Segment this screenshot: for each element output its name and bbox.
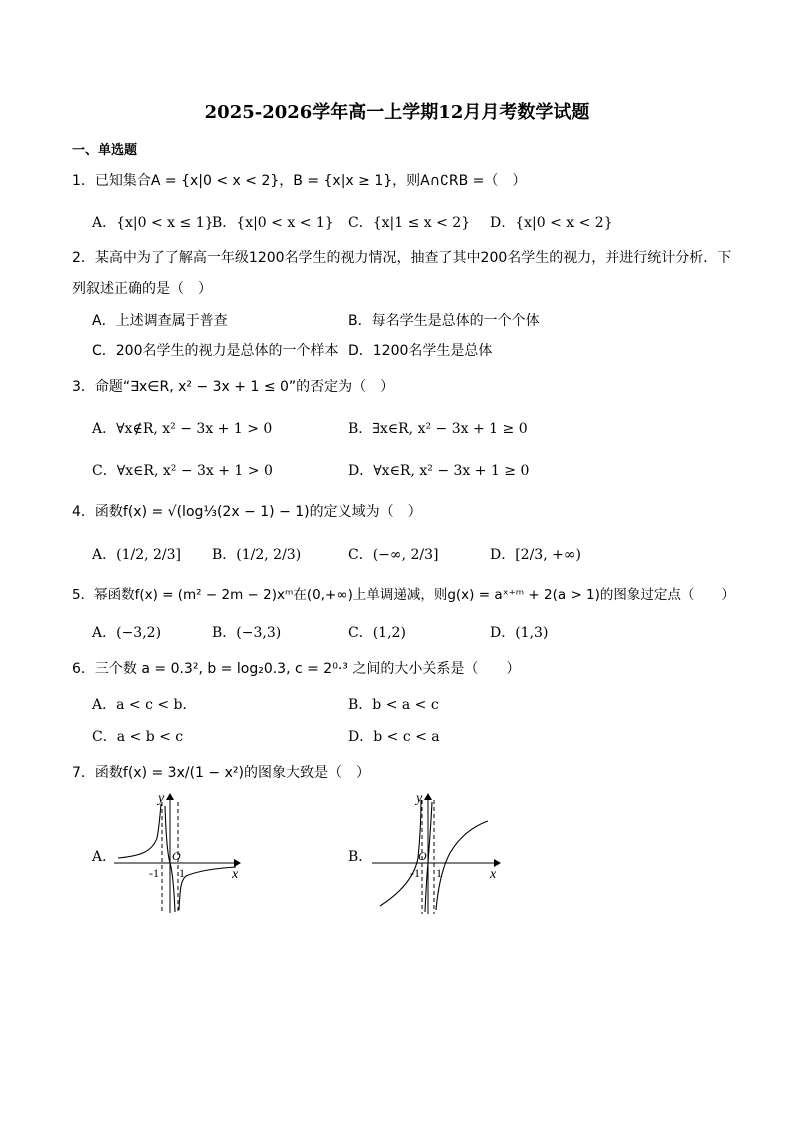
q1-option-a: A．{x|0 < x ≤ 1}: [92, 215, 214, 231]
y-label: y: [158, 791, 165, 806]
q1-stem: 1．已知集合A = {x|0 < x < 2}，B = {x|x ≥ 1}，则A∩∁RB =（ ）: [72, 173, 527, 189]
tick-neg-one: -1: [149, 866, 159, 880]
q3-option-d: D．∀x∈R, x² − 3x + 1 ≥ 0: [348, 463, 530, 479]
q5-stem: 5．幂函数f(x) = (m² − 2m − 2)xᵐ在(0,+∞)上单调递减，则g(x) = aˣ⁺ᵐ + 2(a > 1)的图象过定点（ ）: [72, 587, 735, 603]
q7-graph-b: [370, 788, 510, 918]
q2-stem-line1: 2．某高中为了了解高一年级1200名学生的视力情况，抽查了其中200名学生的视力，并进行统计分析．下: [72, 250, 732, 266]
q7-option-a-label: A．: [92, 849, 117, 865]
q6-option-b: B．b < a < c: [348, 697, 439, 713]
q2-option-c: C．200名学生的视力是总体的一个样本: [92, 343, 339, 359]
q4-option-d: D．[2/3, +∞): [490, 547, 581, 563]
q2-option-b: B．每名学生是总体的一个个体: [348, 313, 540, 329]
q4-option-b: B．(1/2, 2/3): [212, 547, 302, 563]
q1-option-c: C．{x|1 ≤ x < 2}: [348, 215, 471, 231]
tick-neg-one: -1: [410, 866, 420, 880]
curve-left-branch: [118, 804, 161, 858]
origin-label: O: [172, 849, 181, 863]
tick-one: 1: [179, 866, 185, 880]
q4-option-c: C．(−∞, 2/3]: [348, 547, 439, 563]
tick-one: 1: [436, 866, 442, 880]
q2-stem-line2: 列叙述正确的是（ ）: [72, 281, 212, 297]
page-title: 2025-2026学年高一上学期12月月考数学试题: [204, 102, 590, 123]
q3-option-c: C．∀x∈R, x² − 3x + 1 > 0: [92, 463, 273, 479]
q5-option-d: D．(1,3): [490, 625, 549, 641]
q3-option-b: B．∃x∈R, x² − 3x + 1 ≥ 0: [348, 421, 528, 437]
q6-option-a: A．a < c < b．: [92, 697, 197, 713]
y-label: y: [416, 791, 423, 806]
section-heading: 一、单选题: [72, 143, 138, 158]
curve-right-branch: [436, 821, 488, 910]
x-label: x: [232, 867, 239, 882]
q1-option-b: B．{x|0 < x < 1}: [212, 215, 334, 231]
curve-left-branch: [380, 800, 421, 906]
q6-option-c: C．a < b < c: [92, 729, 184, 745]
q7-option-b-label: B．: [348, 849, 373, 865]
q3-option-a: A．∀x∉R, x² − 3x + 1 > 0: [92, 421, 273, 437]
q4-stem: 4．函数f(x) = √(log⅓(2x − 1) − 1)的定义域为（ ）: [72, 504, 422, 520]
q2-option-d: D．1200名学生是总体: [348, 343, 493, 359]
x-label: x: [490, 867, 497, 882]
q2-option-a: A．上述调查属于普查: [92, 313, 228, 329]
q5-option-c: C．(1,2): [348, 625, 406, 641]
q6-option-d: D．b < c < a: [348, 729, 440, 745]
curve-right-branch: [179, 867, 236, 910]
q7-graph-a: [110, 788, 250, 918]
q4-option-a: A．(1/2, 2/3]: [92, 547, 181, 563]
q1-option-d: D．{x|0 < x < 2}: [490, 215, 613, 231]
q6-stem: 6．三个数 a = 0.3², b = log₂0.3, c = 2⁰·³ 之间的大小关系是（ ）: [72, 661, 521, 677]
q3-stem: 3．命题“∃x∈R, x² − 3x + 1 ≤ 0”的否定为（ ）: [72, 379, 395, 395]
q7-stem: 7．函数f(x) = 3x/(1 − x²)的图象大致是（ ）: [72, 765, 370, 781]
q5-option-a: A．(−3,2): [92, 625, 162, 641]
q5-option-b: B．(−3,3): [212, 625, 282, 641]
origin-label: O: [418, 849, 427, 863]
